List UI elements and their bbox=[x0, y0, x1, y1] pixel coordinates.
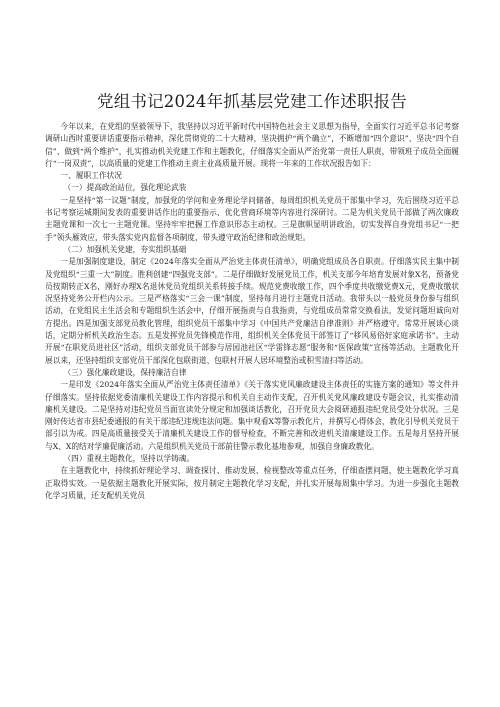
subsection-paragraph-2: 一是加强制度建设，制定《2024年落实全面从严治党主体责任清单》，明确党组成员各自职责。仔细落实民主集中制及党组织“三重一大”制度。胜利创建“四强党支部”。二是仔细做好发展党员工作，机关支部今年培育发展对象X名，预备党员按期转正X名，刚好办理X名退休党员党组织关系转接手续。规范党费收缴工作，四个季度共收缴党费X元，党费收缴状况坚持党务公开栏内公示。三是严格落实“三会一课”制度，坚持每月进行主题党日活动。我带头以一般党员身份参与组织活动，在党组民主生活会和专题组织生活会中，仔细开展指责与自我指责，与党组成员常常交换看法，发觉问题坦诚向对方提出。四是加强支部党员教化管理，组织党员干部集中学习《中国共产党廉洁自律准则》并严格遵守。常常开展谈心谈话，定期分析机关政治生态。五是发挥党员先锋模范作用，组织机关全体党员干部签订了“移风易俗好家庭承诺书”。主动开展“在职党员进社区”活动，组织支部党员干部参与居园池社区“学雷锋志愿”服务和“医保政策”宣扬等活动。主题教化开展以来，还坚持组织支部党员干部深化包联街道、包联村开展人居环境整治或积雪清扫等活动。 bbox=[45, 257, 459, 365]
subsection-paragraph-4: 在主题教化中，持续抓好理论学习、调查探讨、推动发展、检视整改等重点任务，仔细查摆问题，使主题教化学习真正取得实效。一是依据主题教化开展实际，按月制定主题教化学习支配，并扎实开展每周集中学习。为进一步强化主题教化学习质量，还支配机关党员 bbox=[45, 466, 459, 500]
subsection-paragraph-3: 一是印发《2024年落实全面从严治党主体责任清单》《关于落实党风廉政建设主体责任的实施方案的通知》等文件并仔细落实。坚持依据党委清廉机关建设工作内容提示和机关自主动作支配，召开机关党风廉政建设专题会议，扎实推动清廉机关建设。二是坚持对违纪党员当面宣读处分规定和加强谈话教化，召开党员大会阅研通报违纪党员受处分状况。三是刚好传达省市县纪委通报的有关干部违纪违规违法问题。集中观看X等警示教化片，并撰写心得体会，教化引导机关党员干部引以为戒。四是高质量接受关于清廉机关建设工作的督导检查，不断完善和改进机关清廉建设工作。五是每月坚持开展与X、X的结对学廉促廉活动。六是组织机关党员干部前往警示教化基地参观，加强自身廉政教化。 bbox=[45, 380, 459, 451]
subsection-heading-3: （三）强化廉政建设，保持廉洁自律 bbox=[63, 367, 187, 377]
subsection-paragraph-1: 一是坚持“第一议题”制度，加强党的学问和业务理论学问储备，每周组织机关党员干部集中学习，先后围绕习近平总书记考察运城期间发表的重要讲话作出的重要指示、优化营商环境等内容进行深研讨。二是为机关党员干部做了两次廉政主题党课和一次七一主题党课。坚持牢牢把握工作意识形态主动权。三是旗帜显明讲政治，切实发挥自身党组书记“一把手”领头雁效应，带头落实党内监督各项制度，带头遵守政治纪律和政治规矩。 bbox=[45, 195, 459, 242]
subsection-heading-4: （四）重视主题教化，坚持以学铸魂。 bbox=[63, 454, 195, 464]
subsection-heading-2: （二）加强机关党建，夯实组织基础 bbox=[63, 244, 187, 254]
page-title: 党组书记2024年抓基层党建工作述职报告 bbox=[97, 92, 407, 111]
subsection-heading-1: （一）提高政治站位，强化理论武装 bbox=[63, 183, 187, 193]
intro-paragraph: 今年以来，在党组的坚毅领导下，我坚持以习近平新时代中国特色社会主义思想为指导，全面实行习近平总书记考察调研山西时重要讲话重要指示精神，深化贯彻党的二十大精神，坚决拥护“两个确立”，不断增加“四个意识”、坚决“四个自信”、做到“两个维护”，扎实推动机关党建工作和主题教化，仔细落实全面从严治党第一责任人职责，带领班子成员全面履行“一岗双责”，以高质量的党建工作推动主责主业高质量开展。现将一年来的工作状况报告如下： bbox=[45, 122, 459, 168]
section-heading-1: 一、履职工作状况 bbox=[60, 171, 122, 181]
document-body bbox=[45, 121, 459, 502]
